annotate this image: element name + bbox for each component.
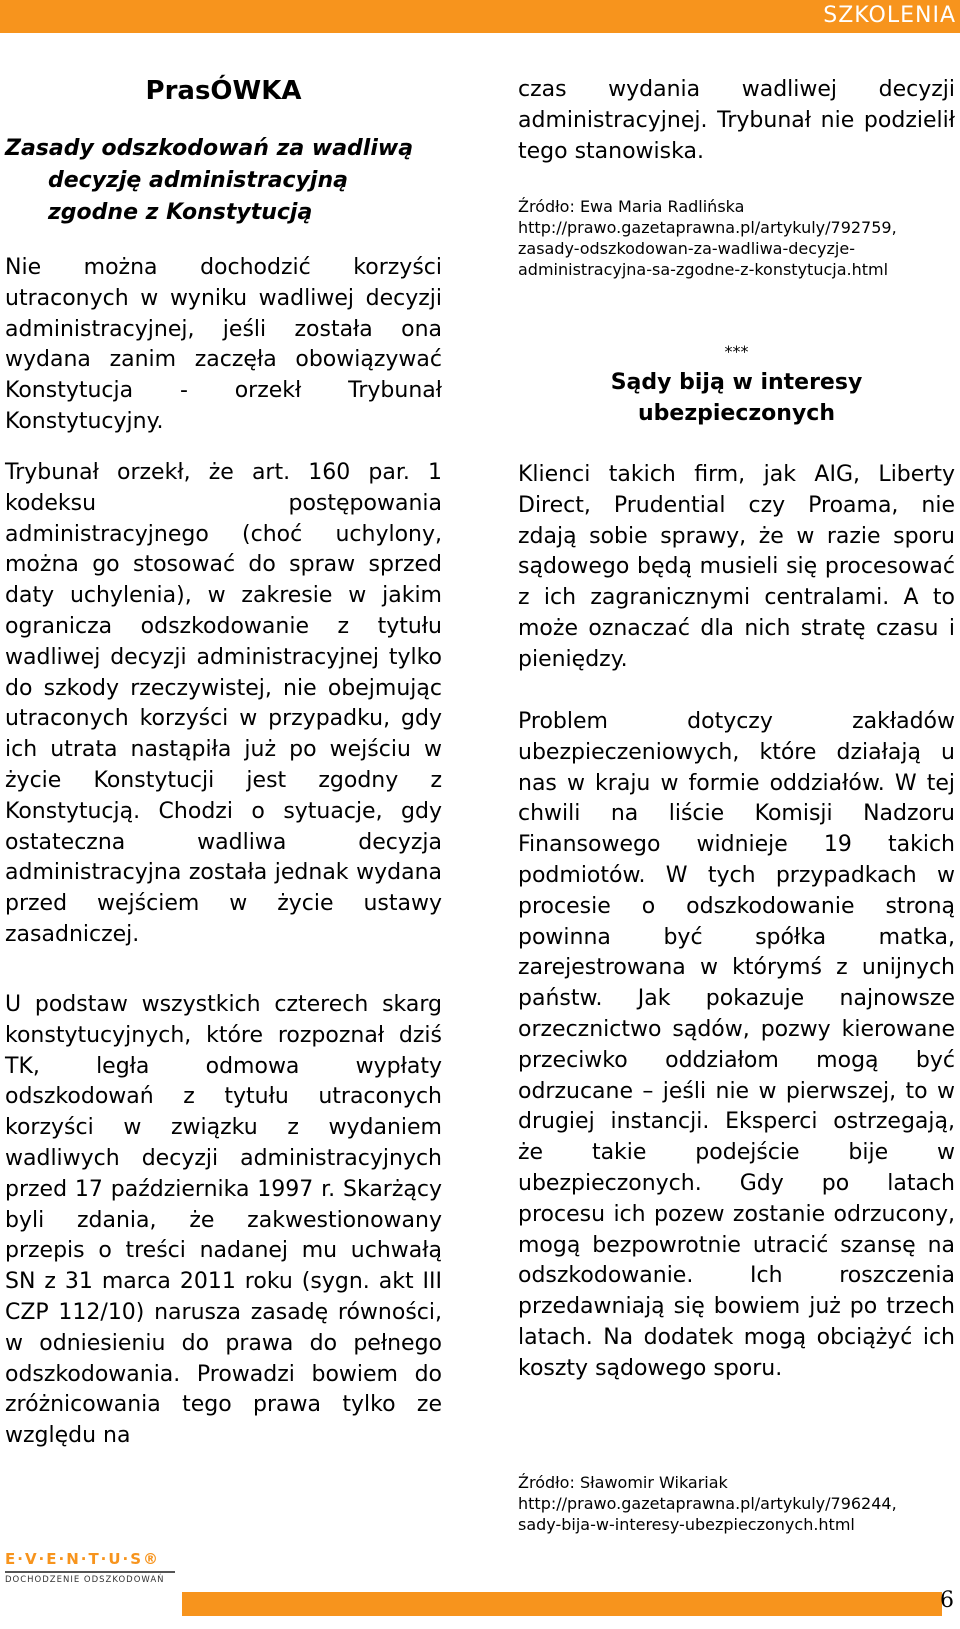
separator: *** [724, 342, 749, 361]
source-block [518, 1472, 955, 1535]
source-label: Źródło: Sławomir Wikariak [518, 1473, 728, 1492]
article-paragraph: Nie można dochodzić korzyści utraconych w wyniku wadliwej decyzji administracyjnej, jeśli została ona wydana zanim zaczęła obowiązywać Konstytucja - orzekł Trybunał Konstytucyjny. [5, 255, 442, 434]
source-label: Źródło: Ewa Maria Radlińska [518, 197, 745, 216]
logo-subtitle: DOCHODZENIE ODSZKODOWAŃ [5, 1575, 165, 1585]
logo-letters: E·V·E·N·T·U·S® [5, 1550, 161, 1568]
source-link[interactable]: http://prawo.gazetaprawna.pl/artykuly/796244, [518, 1494, 897, 1513]
header-bar [0, 0, 960, 33]
page-number: 6 [940, 1588, 954, 1613]
section-title-line: Sądy biją w interesy [610, 370, 863, 395]
source-link[interactable]: sady-bija-w-interesy-ubezpieczonych.html [518, 1515, 855, 1534]
source-link[interactable]: zasady-odszkodowan-za-wadliwa-decyzje- [518, 239, 855, 258]
section-label: SZKOLENIA [823, 3, 956, 28]
article-title-line: Zasady odszkodowań za wadliwą [5, 136, 414, 161]
eventus-logo [5, 1550, 185, 1620]
article-title [5, 133, 442, 229]
source-block [518, 196, 955, 280]
source-link[interactable]: administracyjna-sa-zgodne-z-konstytucja.html [518, 260, 889, 279]
logo-divider [5, 1571, 175, 1573]
article-paragraph: czas wydania wadliwej decyzji administracyjnej. Trybunał nie podzielił tego stanowiska. [518, 77, 955, 164]
footer-bar [182, 1592, 942, 1616]
source-link[interactable]: http://prawo.gazetaprawna.pl/artykuly/792759, [518, 218, 897, 237]
article-title-line: decyzję administracyjną [48, 168, 348, 193]
page-title: PrasÓWKA [145, 76, 302, 106]
article-title-line: zgodne z Konstytucją [48, 200, 313, 225]
article-paragraph: Problem dotyczy zakładów ubezpieczeniowych, które działają u nas w kraju w formie oddziałów. W tej chwili na liście Komisji Nadzoru Finansowego widnieje 19 takich podmiotów. W tych przypadkach w procesie o odszkodowanie stroną powinna być spółka matka, zarejestrowana w którymś z unijnych państw. Jak pokazuje najnowsze orzecznictwo sądów, pozwy kierowane przeciwko oddziałom mogą być odrzucane – jeśli nie w pierwszej, to w drugiej instancji. Eksperci ostrzegają, że takie podejście bije w ubezpieczonych. Gdy po latach procesu ich pozew zostanie odrzucony, mogą bezpowrotnie utracić szansę na odszkodowanie. Ich roszczenia przedawniają się bowiem już po trzech latach. Na dodatek mogą obciążyć ich koszty sądowego sporu. [518, 709, 955, 1381]
article-paragraph: U podstaw wszystkich czterech skarg konstytucyjnych, które rozpoznał dziś TK, legła odmowa wypłaty odszkodowań z tytułu utraconych korzyści w związku z wydaniem wadliwych decyzji administracyjnych przed 17 października 1997 r. Skarżący byli zdania, że zakwestionowany przepis o treści nadanej mu uchwałą SN z 31 marca 2011 roku (sygn. akt III CZP 112/10) narusza zasadę równości, w odniesieniu do prawa do pełnego odszkodowania. Prowadzi bowiem do zróżnicowania tego prawa tylko ze względu na [5, 992, 442, 1449]
article-paragraph: Trybunał orzekł, że art. 160 par. 1 kodeksu postępowania administracyjnego (choć uchylony, można go stosować do spraw sprzed daty uchylenia), w zakresie w jakim ogranicza odszkodowanie z tytułu wadliwej decyzji administracyjnej tylko do szkody rzeczywistej, nie obejmując utraconych korzyści w przypadku, gdy ich utrata nastąpiła już po wejściu w życie Konstytucji jest zgodny z Konstytucją. Chodzi o sytuacje, gdy ostateczna wadliwa decyzja administracyjna została jednak wydana przed wejściem w życie ustawy zasadniczej. [5, 460, 442, 947]
article-paragraph: Klienci takich firm, jak AIG, Liberty Direct, Prudential czy Proama, nie zdają sobie sprawy, że w razie sporu sądowego będą musieli się procesować z ich zagranicznymi centralami. A to może oznaczać dla nich stratę czasu i pieniędzy. [518, 462, 955, 672]
section-title-line: ubezpieczonych [637, 401, 835, 426]
section-title [518, 367, 955, 429]
